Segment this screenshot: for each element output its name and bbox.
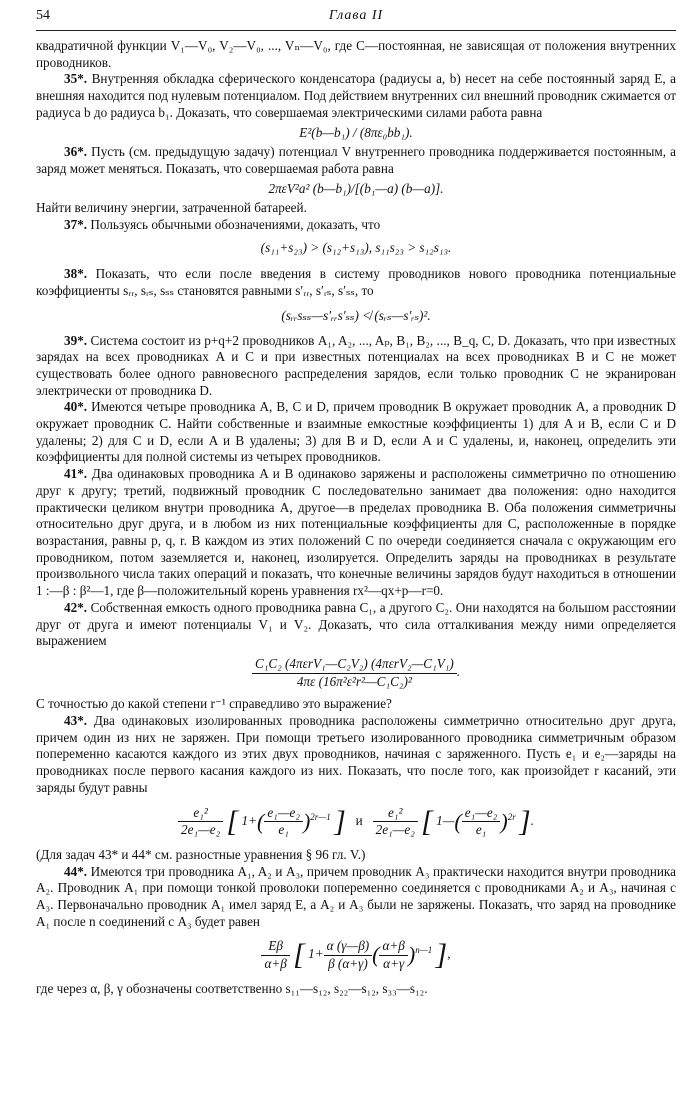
page-number: 54 <box>36 8 50 23</box>
problem-42 <box>36 600 676 650</box>
header-rule <box>36 30 676 31</box>
problem-39 <box>36 333 676 400</box>
problem-number: 42*. <box>64 599 88 615</box>
fraction <box>264 805 303 839</box>
numerator: α+β <box>379 938 407 956</box>
problem-number: 39*. <box>64 332 88 348</box>
bracket-start: 1— <box>436 812 455 828</box>
bracket-start: 1+ <box>308 946 324 962</box>
numerator: e₁² <box>178 805 223 823</box>
fraction <box>261 938 289 972</box>
problem-number: 36*. <box>64 144 88 160</box>
problem-text: Внутренняя обкладка сферического конденсатора (радиусы a, b) несет на себе постоянный заряд E, а внешняя находится под нулевым потенциалом. Под действием внутренних сил внешний проводник сжимается от радиуса b до радиуса b₁. Доказать, что совершаемая электрическими силами работа равна <box>36 71 676 120</box>
problem-41 <box>36 466 676 600</box>
paren-close: ) <box>500 808 508 834</box>
paren-close: ) <box>302 808 311 834</box>
problem-37 <box>36 217 676 234</box>
problem-40 <box>36 399 676 466</box>
paren-open: ( <box>372 942 380 968</box>
denominator: 4πε (16π²ε²r²—C₁C₂)² <box>296 673 412 689</box>
page-body <box>36 38 676 998</box>
numerator: e₁—e₂ <box>264 805 303 823</box>
bracket-open: [ <box>226 804 239 838</box>
problem-44 <box>36 864 676 931</box>
fraction <box>373 805 418 839</box>
problem-number: 44*. <box>64 863 88 879</box>
problem-35 <box>36 71 676 121</box>
formula-tail: , <box>447 946 451 962</box>
problem-text: Два одинаковых проводника A и B одинаково заряжены и расположены симметрично по отношению друг к другу; третий, подвижный проводник C последовательно занимает два положения: одно находится практически целиком внутри проводника A, другое—в пределах проводника B. Оба положения симметричны относительно друг друга, и в любом из них потенциальные коэффициенты для C, расположенные в порядке возрастания, равны p, q, r. В каждом из этих положений C по очереди соединяется сначала с окружающим его проводником, потом заземляется и, наконец, изолируется. Определить заряды на проводниках в результате произвольного числа таких операций и показать, что конечные величины зарядов будут находиться в отношении 1 :—β : β²—1, где β—положительный корень уравнения rx²—qx+p—r=0. <box>36 466 676 599</box>
bracket-open: [ <box>293 938 305 972</box>
formula-38: (sᵣᵣsₛₛ—s′ᵣᵣs′ₛₛ) ≮ (sᵣₛ—s′ᵣₛ)². <box>281 307 431 323</box>
problem-text: Имеются четыре проводника A, B, C и D, причем проводник B окружает проводник A, а проводник D окружает проводник C. Найти собственные и взаимные емкостные коэффициенты 1) для A и B, если C и D удалены; 2) для C и D, если A и B удалены; 3) для B и D, если A и C удалены, и, наконец, определить эти коэффициенты для полной системы из четырех проводников. <box>36 399 676 465</box>
numerator: e₁—e₂ <box>462 805 501 823</box>
exponent: 2r <box>507 811 516 822</box>
paren-open: ( <box>454 808 462 834</box>
bracket-open: [ <box>421 804 433 838</box>
formula-44 <box>36 938 676 972</box>
numerator: Eβ <box>261 938 289 956</box>
problem-38 <box>36 266 676 299</box>
formula-tail: . <box>530 812 534 828</box>
exponent: 2r—1 <box>310 811 331 822</box>
formula-35: E²(b—b₁) / (8πε₀bb₁). <box>299 124 413 140</box>
problem-number: 38*. <box>64 266 88 282</box>
problem-number: 35*. <box>64 71 88 87</box>
fraction <box>379 938 407 972</box>
fraction <box>252 656 457 690</box>
exponent: n—1 <box>415 945 433 956</box>
problem-number: 43*. <box>64 713 88 729</box>
paragraph-intro: квадратичной функции V₁—V₀, V₂—V₀, ..., Vₙ—V₀, где C—постоянная, не зависящая от положения внутренних проводников. <box>36 38 676 70</box>
problem-text: Показать, что если после введения в систему проводников нового проводника потенциальные коэффициенты sᵣᵣ, sᵣₛ, sₛₛ становятся равными s′ᵣᵣ, s′ᵣₛ, s′ₛₛ, то <box>36 266 676 299</box>
problem-44-followup: где через α, β, γ обозначены соответственно s₁₁—s₁₂, s₂₂—s₁₂, s₃₃—s₁₂. <box>36 980 428 996</box>
problem-number: 37*. <box>64 217 88 233</box>
numerator: α (γ—β) <box>324 938 373 956</box>
problem-text: Собственная емкость одного проводника равна C₁, а другого C₂. Они находятся на большом расстоянии друг от друга и имеют потенциалы V₁ и V₂. Доказать, что сила отталкивания между ними определяется выражением <box>36 599 676 649</box>
fraction <box>324 938 373 972</box>
numerator: C₁C₂ (4πεrV₁—C₂V₂) (4πεrV₂—C₁V₁) <box>252 656 457 674</box>
problem-43 <box>36 713 676 797</box>
bracket-close: ] <box>519 804 531 838</box>
paren-open: ( <box>257 808 265 834</box>
denominator: 2e₁—e₂ <box>181 822 221 838</box>
bracket-close: ] <box>435 938 448 972</box>
note-difference-equations: (Для задач 43* и 44* см. разностные уравнения § 96 гл. V.) <box>36 846 366 862</box>
problem-number: 41*. <box>64 466 88 482</box>
problem-text: Пользуясь обычными обозначениями, доказать, что <box>87 217 381 233</box>
problem-text: Система состоит из p+q+2 проводников A₁, A₂, ..., Aₚ, B₁, B₂, ..., B_q, C, D. Доказать, что при известных зарядах на всех проводниках A и C и при известных потенциалах на всех проводниках B и C не может существовать более одного равновесного распределения зарядов, если только проводник C не экранирован электрически от проводника D. <box>36 332 676 398</box>
running-head: Глава II <box>328 8 384 23</box>
problem-number: 40*. <box>64 399 88 415</box>
problem-36 <box>36 144 676 177</box>
formula-37: (s₁₁+s₂₃) > (s₁₂+s₁₃), s₁₁s₂₃ > s₁₂s₁₃. <box>260 239 452 255</box>
denominator: α+β <box>264 956 287 972</box>
formula-43 <box>36 805 676 839</box>
paren-close: ) <box>407 942 416 968</box>
problem-text: Пусть (см. предыдущую задачу) потенциал V внутреннего проводника поддерживается постоянным, а заряд может меняться. Показать, что совершаемая работа равна <box>36 144 676 176</box>
problem-42-followup: С точностью до какой степени r⁻¹ справедливо это выражение? <box>36 696 392 712</box>
formula-36: 2πεV²a² (b—b₁)/[(b₁—a) (b—a)]. <box>268 180 444 196</box>
fraction <box>178 805 223 839</box>
denominator: e₁ <box>278 822 289 838</box>
problem-text: Имеются три проводника A₁, A₂ и A₃, причем проводник A₃ практически находится внутри проводника A₂. Проводник A₁ при помощи тонкой проволоки попеременно соединяется с проводниками A₂ и A₃, начиная с A₃. Первоначально проводник A₁ имел заряд E, а A₂ и A₃ были не заряжены. Показать, что заряд на проводнике A₁ после n соединений с A₃ будет равен <box>36 863 676 929</box>
formula-join: и <box>355 812 363 828</box>
denominator: α+γ <box>383 956 405 972</box>
page-header <box>36 8 676 28</box>
denominator: β (α+γ) <box>328 956 368 972</box>
problem-36-followup: Найти величину энергии, затраченной батареей. <box>36 200 307 216</box>
problem-text: Два одинаковых изолированных проводника расположены симметрично относительно друг друга, причем один из них не заряжен. При помощи третьего изолированного проводника симметричным образом попеременно касаются каждого из этих двух проводников, начиная с заряженного. Пусть e₁ и e₂—заряды на проводниках после первого касания каждого из них. Показать, что после того, как произойдет r касаний, эти заряды будут равны <box>36 713 676 795</box>
fraction <box>462 805 501 839</box>
formula-tail: . <box>456 664 461 680</box>
bracket-close: ] <box>334 804 346 838</box>
numerator: e₁² <box>373 805 418 823</box>
bracket-start: 1+ <box>241 812 257 828</box>
formula-42 <box>36 656 676 690</box>
denominator: e₁ <box>475 822 487 838</box>
denominator: 2e₁—e₂ <box>375 822 415 838</box>
